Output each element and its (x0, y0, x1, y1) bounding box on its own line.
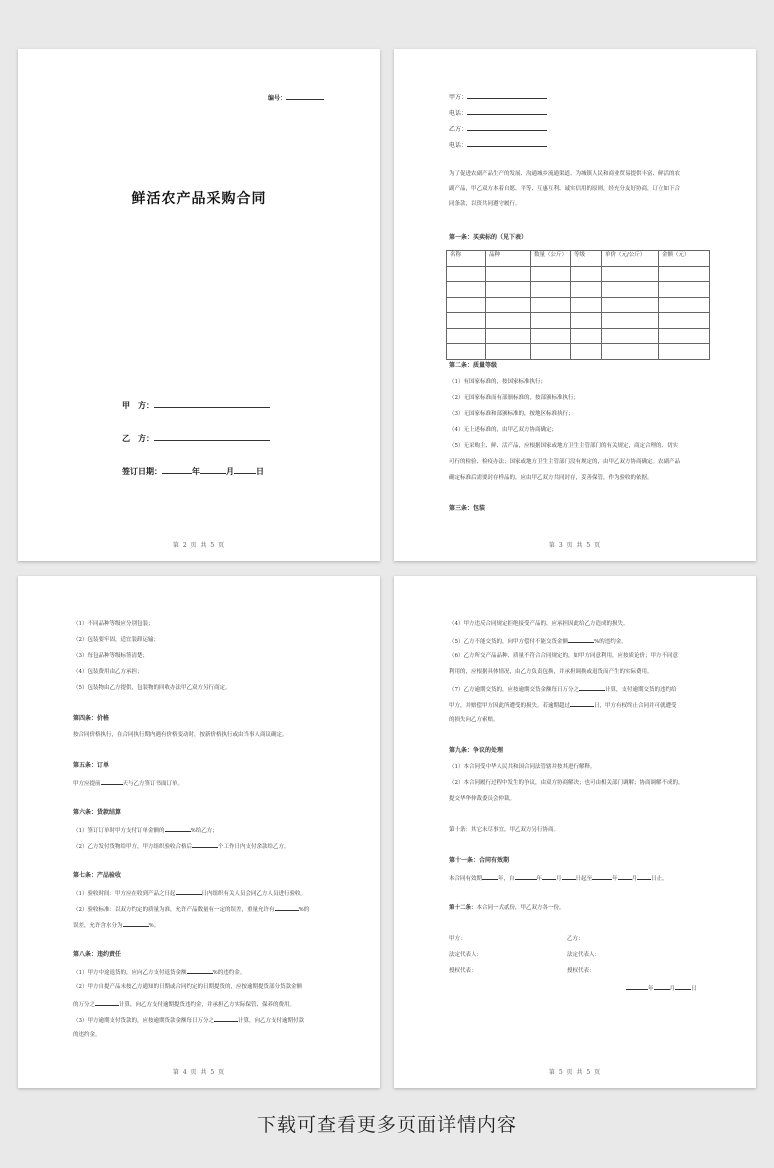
day-label: 日 (256, 466, 264, 476)
page-footer: 第 5 页 共 5 页 (548, 1069, 602, 1076)
article-11-text (449, 873, 668, 883)
article-8-item (449, 636, 627, 646)
article-4-title: 第四条：价格 (73, 715, 110, 722)
fill-line (214, 1015, 238, 1022)
table-row (447, 282, 710, 298)
fill-line (675, 983, 691, 990)
article-8-item: （2）甲方自提产品未按乙方通知的日期或合同约定的日期提货的，应按逾期提货部分货款金额 (73, 984, 303, 990)
page-footer: 第 3 页 共 5 页 (548, 542, 602, 549)
article-10: 第十条：其它未尽事宜，甲乙双方另行协商。 (449, 827, 560, 833)
contract-number-label: 编号： (267, 95, 286, 102)
fill-line (654, 983, 670, 990)
text-span: 甲方应提前 (73, 781, 101, 787)
table-row (447, 313, 710, 329)
table-header-cell: 金额（元） (659, 251, 710, 267)
text-span: 计算，向乙方支付逾期付款 (238, 1018, 305, 1024)
fill-line (579, 684, 605, 691)
article-8-item: 的违约金。 (73, 1032, 101, 1038)
article-9-item: （2）本合同履行过程中发生的争议，由双方协商解决；也可由相关部门调解；协商调解不成的， (449, 780, 684, 786)
fill-line (162, 464, 192, 474)
download-caption: 下载可查看更多页面详情内容 (256, 1114, 517, 1136)
fill-line (187, 967, 213, 974)
text-span: %的违约金。 (212, 970, 246, 976)
article-9-item: （1）本合同受中华人民共和国合同法管辖并按其进行解释。 (449, 764, 596, 770)
article-8-item (73, 967, 245, 977)
goods-table (446, 250, 710, 360)
article-8-item (449, 684, 677, 694)
party-a-field (449, 92, 547, 102)
fill-line (176, 888, 202, 895)
article-12-title: 第十二条： (449, 905, 477, 911)
page-footer: 第 2 页 共 5 页 (172, 542, 226, 549)
article-8-item: 利用的，应根据具体情况，由乙方负责包换，并承担调换或退货而产生的实际费用。 (449, 669, 653, 675)
article-2-item: （2）无国家标准而有部颁标准的，按部颁标准执行； (449, 395, 580, 401)
article-8-item: （6）乙方所交产品品种、质量不符合合同规定的，如甲方同意利用，应按质论价；甲方不同意 (449, 653, 679, 659)
article-2-item: （1）有国家标准的，按国家标准执行； (449, 379, 547, 385)
contract-cover-page (18, 49, 380, 561)
article-2-item: 确定标准后需要封存样品的，应由甲乙双方共同封存，妥善保管，作为验收的依据。 (449, 475, 653, 481)
packing-item: （2）包装要牢固，适宜装卸运输； (73, 637, 160, 643)
text-span: 年 (648, 986, 654, 992)
contract-page-4 (18, 576, 380, 1088)
text-span: （7）乙方逾期交货的，应按逾期交货金额每日万分之 (449, 687, 580, 693)
intro-line: 为了促进农副产品生产的发展、沟通城乡流通渠道、为城镇人民和商业贸易提供丰富、鲜活的农 (449, 171, 681, 177)
text-span: 年 (612, 876, 618, 882)
text-span: 天与乙方签订书面订单。 (122, 781, 184, 787)
year-label: 年 (192, 466, 200, 476)
text-span: %给乙方； (190, 828, 218, 834)
contract-number (268, 93, 324, 102)
article-11-title: 第十一条：合同有效期 (449, 857, 510, 864)
article-2-item: （3）无国家标准和部颁标准的，按地区标准执行； (449, 411, 574, 417)
text-span: 日内组织有关人员会同乙方人员进行验收。 (201, 891, 307, 897)
article-8-item: 的损失向乙方索赔。 (449, 717, 499, 723)
intro-line: 副产品，甲乙双方本着自愿、平等、互惠互利、诚实信用的原则，经充分友好协商，订立如下合 (449, 186, 681, 192)
article-7-item (73, 904, 309, 914)
fill-line (467, 108, 547, 115)
article-8-item (73, 999, 295, 1009)
legal-rep-b: 法定代表人： (567, 952, 601, 958)
fill-line (637, 873, 651, 880)
fill-line (515, 873, 537, 880)
signature-party-a: 甲方： (449, 936, 466, 942)
party-a-label: 甲 方： (122, 400, 154, 410)
article-8-item (449, 700, 677, 710)
table-header-cell: 名称 (447, 251, 486, 267)
article-2-item: （5）无采购主、鲜、活产品，应根据国家或地方卫生主管部门的有关规定，商定合理的、切实 (449, 443, 679, 449)
party-a-row (122, 398, 270, 411)
fill-line (570, 700, 594, 707)
table-header-cell: 品种 (486, 251, 531, 267)
text-span: 本合同一式贰份，甲乙双方各一份。 (476, 905, 565, 911)
article-7-item (73, 888, 306, 898)
text-span: 计算，支付逾期交货的违约给 (605, 687, 677, 693)
article-2-item: 可行的检验、检疫办法；国家或地方卫生主管部门没有规定的，由甲乙双方协商确定。农副产品 (449, 459, 681, 465)
table-header-row (447, 251, 710, 267)
contract-page-3 (394, 49, 756, 561)
month-label: 月 (226, 466, 234, 476)
fill-line (618, 873, 632, 880)
article-8-item (73, 1015, 304, 1025)
text-span: 个工作日内支付余款给乙方。 (218, 844, 290, 850)
fill-line (467, 140, 547, 147)
table-header-cell: 数量（公斤） (531, 251, 571, 267)
article-7-item (73, 920, 159, 930)
sign-date-label: 签订日期： (122, 466, 162, 476)
article-12 (449, 904, 565, 912)
text-span: （3）甲方逾期支付货款的，应按逾期货款金额每日万分之 (73, 1018, 215, 1024)
field-label: 电话： (449, 110, 468, 117)
phone-b-field (449, 140, 547, 150)
article-9-item: 提交华华仲裁委员会仲裁。 (449, 796, 516, 802)
table-row (447, 328, 710, 344)
fill-line (467, 92, 547, 99)
text-span: 日止。 (651, 876, 668, 882)
contract-page-5 (394, 576, 756, 1088)
page-footer: 第 4 页 共 5 页 (172, 1069, 226, 1076)
field-label: 甲方： (449, 94, 468, 101)
text-span: （2）乙方发付货物给甲方，甲方组织验收合格后 (73, 844, 193, 850)
article-1-title: 第一条：买卖标的（见下表） (449, 234, 528, 241)
agent-a: 授权代表： (449, 968, 477, 974)
fill-line (101, 778, 123, 785)
fill-line (192, 841, 218, 848)
legal-rep-a: 法定代表人： (449, 952, 483, 958)
text-span: 日起至 (575, 876, 593, 882)
text-span: %的 (298, 907, 310, 913)
fill-line (154, 431, 270, 441)
text-span: 日，甲方有权终止合同并可就遭受 (594, 703, 677, 709)
fill-line (626, 983, 648, 990)
article-8-item: （4）甲方违反合同规定拒绝接受产品的，应承担因此给乙方造成的损失。 (449, 621, 629, 627)
sign-date-row (122, 464, 264, 477)
fill-line (482, 873, 498, 880)
text-span: 年，自 (498, 876, 515, 882)
packing-item: （4）包装费用由乙方承担； (73, 669, 143, 675)
text-span: （1）验收时间：甲方应在收到产品之日起 (73, 891, 176, 897)
article-6-item (73, 841, 290, 851)
text-span: %的违约金。 (594, 639, 627, 645)
text-span: 误差，允许含水分为 (73, 923, 123, 929)
fill-line (154, 398, 270, 408)
article-3-title: 第三条：包装 (449, 505, 486, 512)
article-9-title: 第九条：争议的处理 (449, 747, 504, 754)
fill-line (568, 636, 594, 643)
contract-title: 鲜活农产品采购合同 (131, 191, 267, 207)
text-span: （1）甲方中途退货的，应向乙方支付退货金额 (73, 970, 187, 976)
article-8-title: 第八条：违约责任 (73, 951, 122, 958)
article-2-title: 第二条：质量等级 (449, 362, 498, 369)
agent-b: 授权代表： (567, 968, 595, 974)
fill-line (286, 93, 324, 100)
article-6-title: 第六条：货款结算 (73, 809, 122, 816)
article-4-text: 按合同价格执行，在合同执行期内遇有价格变动时，按新价格执行或由当事人商议确定。 (73, 732, 288, 738)
text-span: （1）签订订单时甲方支付订单金额的 (73, 828, 165, 834)
fill-line (275, 904, 299, 911)
text-span: %。 (148, 923, 160, 929)
table-header-cell: 等级 (571, 251, 602, 267)
text-span: 的万分之 (73, 1002, 96, 1008)
article-7-title: 第七条：产品验收 (73, 872, 122, 879)
article-6-item (73, 825, 218, 835)
phone-a-field (449, 108, 547, 118)
text-span: 甲方，并赔偿甲方因此所遭受的损失。若逾期超过 (449, 703, 571, 709)
text-span: 计算，向乙方支付逾期提货违约金，并承担乙方实际保管、保养的费用。 (119, 1002, 296, 1008)
party-b-label: 乙 方： (122, 433, 154, 443)
text-span: 月 (669, 986, 676, 992)
fill-line (467, 124, 547, 131)
text-span: （5）乙方不能交货的，向甲方偿付不能交货金额 (449, 639, 569, 645)
text-span: 本合同有效期 (449, 876, 483, 882)
fill-line (542, 873, 556, 880)
fill-line (562, 873, 576, 880)
text-span: 月 (631, 876, 638, 882)
signature-party-b: 乙方： (567, 936, 584, 942)
article-5-text (73, 778, 183, 788)
text-span: 年 (536, 876, 543, 882)
text-span: （2）验收标准：以双方约定的质量为准，允许产品数量有一定的误差，重量允许有 (73, 907, 275, 913)
table-header-cell: 单价（元/公斤） (602, 251, 659, 267)
party-b-field (449, 124, 547, 134)
signing-date (626, 983, 697, 993)
party-b-row (122, 431, 270, 444)
field-label: 电话： (449, 142, 468, 149)
fill-line (200, 464, 226, 474)
table-row (447, 266, 710, 282)
fill-line (95, 999, 119, 1006)
article-5-title: 第五条：订单 (73, 762, 110, 769)
field-label: 乙方： (449, 126, 468, 133)
text-span: 月 (556, 876, 562, 882)
fill-line (592, 873, 612, 880)
fill-line (123, 920, 149, 927)
packing-item: （1）不同品种等级应分别包装； (73, 621, 154, 627)
packing-item: （5）包装物由乙方提供，包装物的回收办法甲乙双方另行商定。 (73, 685, 231, 691)
packing-item: （3）每包品种等级标签清楚； (73, 653, 149, 659)
fill-line (165, 825, 191, 832)
article-2-item: （4）无上述标准的，由甲乙双方协商确定； (449, 427, 558, 433)
fill-line (234, 464, 256, 474)
text-span: 日 (691, 986, 697, 992)
intro-line: 同条款，以资共同遵守履行。 (449, 201, 521, 207)
table-row (447, 344, 710, 360)
table-row (447, 297, 710, 313)
